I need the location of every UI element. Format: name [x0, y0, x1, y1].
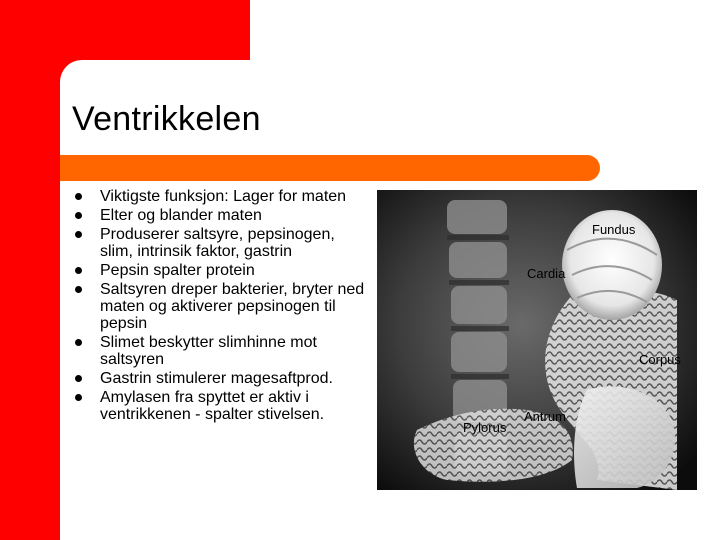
bullet-dot-icon: [75, 212, 82, 219]
bullet-dot-icon: [75, 193, 82, 200]
bullet-item: [72, 334, 372, 368]
title-underline-bar: [60, 155, 600, 181]
bullet-text: Pepsin spalter protein: [100, 262, 255, 279]
xray-illustration: [377, 190, 697, 490]
label-fundus: Fundus: [592, 222, 636, 237]
bullet-item: [72, 262, 372, 279]
bullet-text: Gastrin stimulerer magesaftprod.: [100, 370, 333, 387]
label-corpus: Corpus: [639, 352, 681, 367]
bullet-text: Viktigste funksjon: Lager for maten: [100, 188, 347, 205]
slide-title: Ventrikkelen: [72, 100, 261, 138]
red-left-strip: [0, 0, 60, 540]
bullet-text: Amylasen fra spyttet er aktiv i ventrikkenen - spalter stivelsen.: [100, 389, 325, 423]
bullet-dot-icon: [75, 339, 82, 346]
bullet-text: Slimet beskytter slimhinne mot saltsyren: [100, 334, 317, 368]
bullet-dot-icon: [75, 267, 82, 274]
bullet-item: [72, 207, 372, 224]
bullet-dot-icon: [75, 286, 82, 293]
bullet-item: [72, 226, 372, 260]
label-antrum: Antrum: [524, 409, 566, 424]
bullet-list: [72, 188, 372, 425]
stomach-xray-image: [377, 190, 697, 490]
label-pylorus: Pylorus: [463, 420, 507, 435]
label-cardia: Cardia: [527, 266, 566, 281]
bullet-dot-icon: [75, 231, 82, 238]
bullet-dot-icon: [75, 394, 82, 401]
bullet-item: [72, 281, 372, 332]
bullet-text: Produserer saltsyre, pepsinogen, slim, intrinsik faktor, gastrin: [100, 226, 335, 260]
bullet-dot-icon: [75, 375, 82, 382]
bullet-text: Elter og blander maten: [100, 207, 262, 224]
bullet-text: Saltsyren dreper bakterier, bryter ned maten og aktiverer pepsinogen til pepsin: [100, 281, 365, 332]
bullet-item: [72, 188, 372, 205]
bullet-item: [72, 389, 372, 423]
bullet-item: [72, 370, 372, 387]
